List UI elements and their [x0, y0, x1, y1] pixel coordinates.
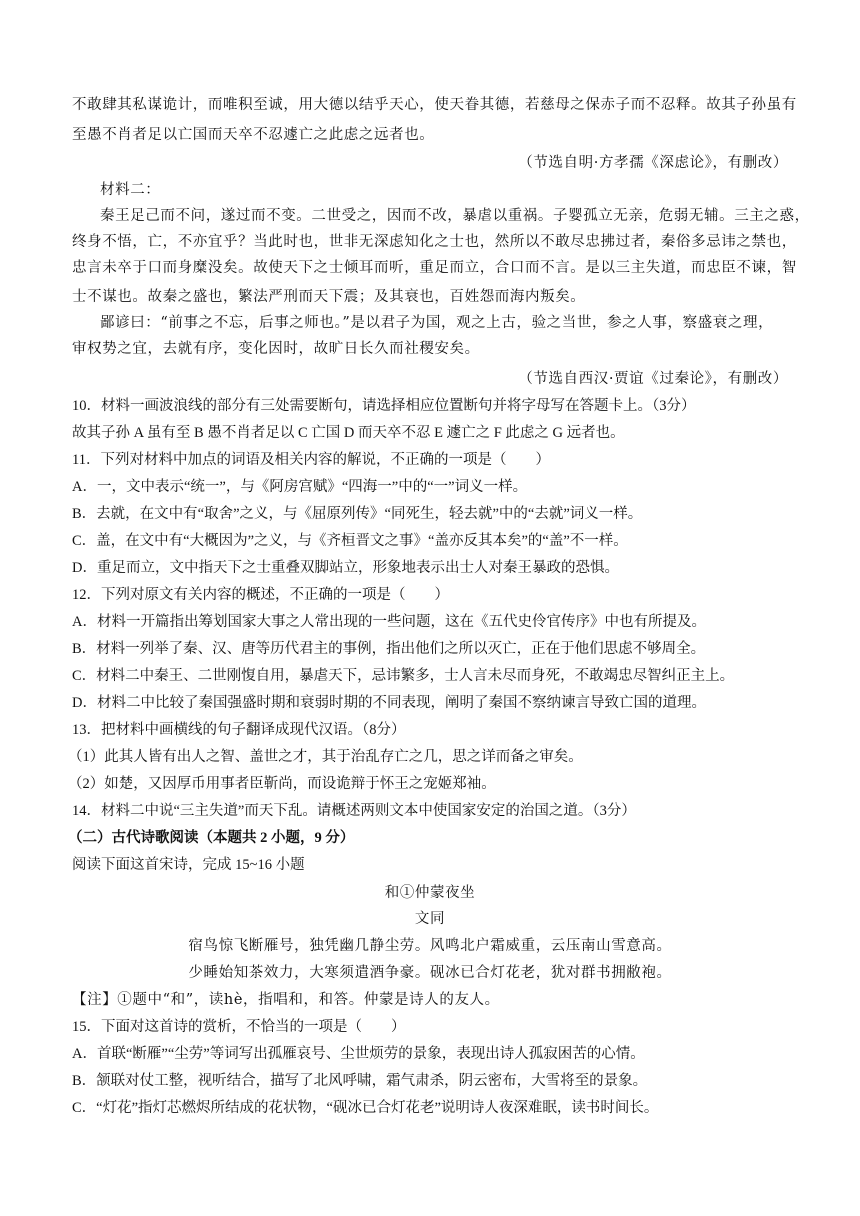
passage2-line-5: 鄙谚曰：“前事之不忘，后事之师也。”是以君子为国，观之上古，验之当世，参之人事，察盛衰之理，	[100, 315, 774, 331]
q10-text: 故其子孙 A 虽有至 B 愚不肖者足以 C 亡国 D 而天卒不忍 E 遽亡之 F 此虑之 G 远者也。	[72, 425, 625, 441]
q11-option-b: B．去就，在文中有“取舍”之义，与《屈原列传》“同死生，轻去就”中的“去就”词义一样。	[72, 506, 643, 522]
q12-option-a: A．材料一开篇指出筹划国家大事之人常出现的一些问题，这在《五代史伶官传序》中也有所提及。	[72, 614, 706, 630]
poem-title: 和①仲蒙夜坐	[384, 885, 476, 901]
q12-option-b: B．材料一列举了秦、汉、唐等历代君主的事例，指出他们之所以灭亡，正在于他们思虑不够周全。	[72, 641, 706, 657]
poem-note: 【注】①题中“和”，读hè，指唱和，和答。仲蒙是诗人的友人。	[72, 992, 500, 1008]
q13-stem: 13．把材料中画横线的句子翻译成现代汉语。（8分）	[72, 722, 406, 738]
poetry-section-heading: （二）古代诗歌阅读（本题共 2 小题，9 分）	[68, 830, 355, 846]
q11-option-c: C．盖，在文中有“大概因为”之义，与《齐桓晋文之事》“盖亦反其本矣”的“盖”不一样。	[72, 533, 628, 549]
q10-stem: 10．材料一画波浪线的部分有三处需要断句，请选择相应位置断句并将字母写在答题卡上。（3分）	[72, 398, 696, 414]
q12-option-d: D．材料二中比较了秦国强盛时期和衰弱时期的不同表现，阐明了秦国不察纳谏言导致亡国的道理。	[72, 695, 706, 711]
q15-option-b: B．颔联对仗工整，视听结合，描写了北风呼啸，霜气肃杀，阴云密布，大雪将至的景象。	[72, 1073, 648, 1089]
passage2-heading: 材料二：	[100, 182, 161, 198]
passage2-line-2: 终身不悟，亡，不亦宜乎？当此时也，世非无深虑知化之士也，然所以不敢尽忠拂过者，秦俗多忌讳之禁也，	[72, 234, 797, 250]
q13-item-1: （1）此其人皆有出人之智、盖世之才，其于治乱存亡之几，思之详而备之审矣。	[68, 749, 583, 765]
passage1-line-1: 不敢肆其私谋诡计，而唯积至诚，用大德以结乎天心，使天眷其德，若慈母之保赤子而不忍释。故其子孙虽有	[72, 97, 797, 113]
passage1-line-2: 至愚不肖者足以亡国而天卒不忍遽亡之此虑之远者也。	[72, 127, 435, 143]
q11-option-d: D．重足而立，文中指天下之士重叠双脚站立，形象地表示出士人对秦王暴政的恐惧。	[72, 560, 619, 576]
q13-item-2: （2）如楚，又因厚币用事者臣靳尚，而设诡辩于怀王之宠姬郑袖。	[68, 776, 496, 792]
passage2-line-1: 秦王足己而不问，遂过而不变。二世受之，因而不改，暴虐以重祸。子婴孤立无亲，危弱无辅。三主之惑，	[100, 208, 810, 224]
q12-option-c: C．材料二中秦王、二世刚愎自用，暴虐天下，忌讳繁多，士人言未尽而身死，不敢竭忠尽智纠正主上。	[72, 668, 735, 684]
passage2-line-4: 士不谋也。故秦之盛也，繁法严刑而天下震；及其衰也，百姓怨而海内叛矣。	[72, 289, 586, 305]
q14-stem: 14．材料二中说“三主失道”而天下乱。请概述两则文本中使国家安定的治国之道。（3分）	[72, 803, 636, 819]
q15-option-a: A．首联“断雁”“尘劳”等词写出孤雁哀号、尘世烦劳的景象，表现出诗人孤寂困苦的心情。	[72, 1046, 645, 1062]
poem-author: 文同	[414, 911, 446, 927]
passage2-source: （节选自西汉·贾谊《过秦论》，有删改）	[518, 371, 788, 387]
passage2-line-3: 忠言未卒于口而身糜没矣。故使天下之士倾耳而听，重足而立，合口而不言。是以三主失道，而忠臣不谏，智	[72, 260, 797, 276]
q15-stem: 15．下面对这首诗的赏析，不恰当的一项是（ ）	[72, 1019, 406, 1035]
poem-line-1: 宿鸟惊飞断雁号，独凭幽几静尘劳。风鸣北户霜威重，云压南山雪意高。	[188, 938, 672, 954]
passage2-line-6: 审权势之宜，去就有序，变化因时，故旷日长久而社稷安矣。	[72, 341, 480, 357]
poem-line-2: 少睡始知茶效力，大寒须遣酒争豪。砚冰已合灯花老，犹对群书拥敝袍。	[188, 965, 672, 981]
q11-stem: 11．下列对材料中加点的词语及相关内容的解说，不正确的一项是（ ）	[72, 452, 550, 468]
q15-option-c: C．“灯花”指灯芯燃烬所结成的花状物，“砚冰已合灯花老”说明诗人夜深难眠，读书时间长。	[72, 1100, 659, 1116]
q11-option-a: A．一，文中表示“统一”，与《阿房宫赋》“四海一”中的“一”词义一样。	[72, 479, 528, 495]
q12-stem: 12．下列对原文有关内容的概述，不正确的一项是（ ）	[72, 587, 449, 603]
passage1-source: （节选自明·方孝孺《深虑论》，有删改）	[518, 155, 788, 171]
poetry-intro: 阅读下面这首宋诗，完成 15~16 小题	[72, 857, 305, 873]
